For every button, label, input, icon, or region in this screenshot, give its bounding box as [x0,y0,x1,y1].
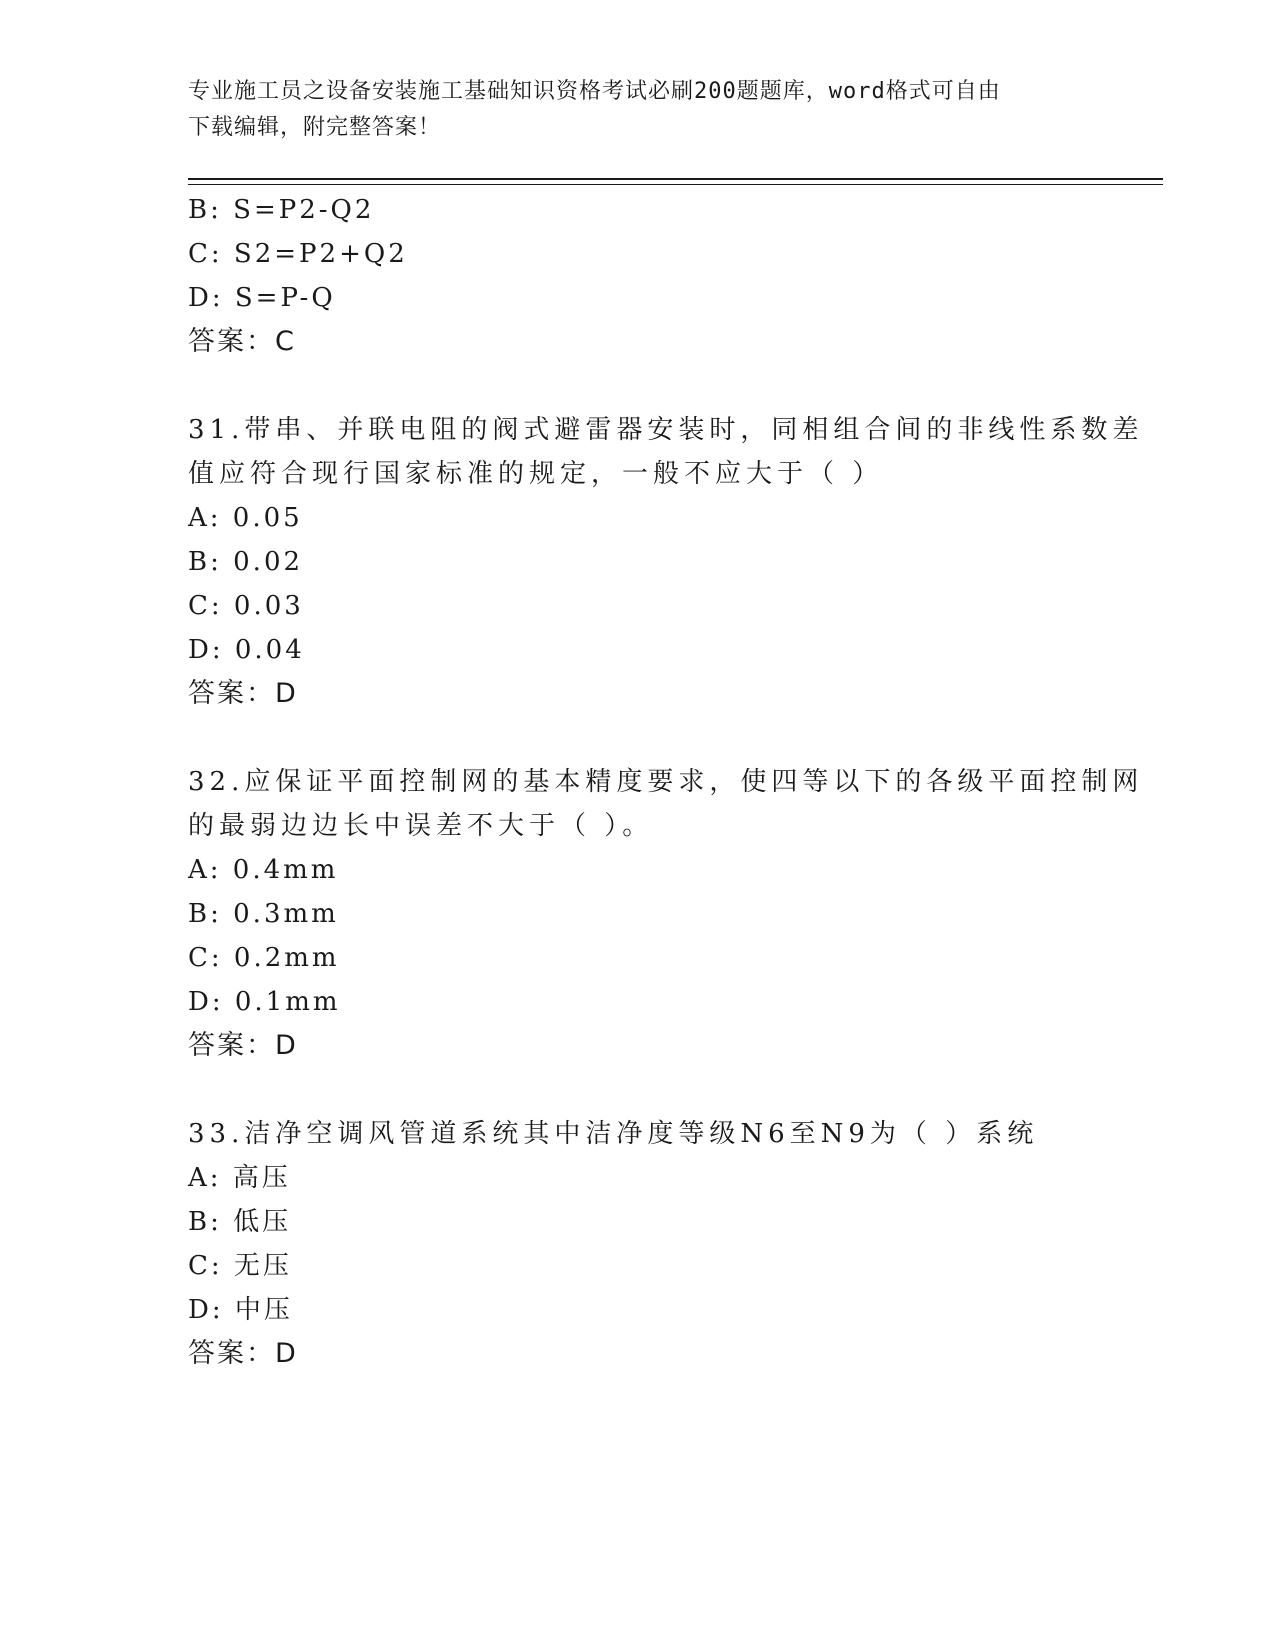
option-b: B: S=P2-Q2 [188,195,375,225]
question-33-option-d: D: 中压 [188,1295,293,1325]
question-32-option-d: D: 0.1mm [188,987,341,1017]
question-32-option-c: C: 0.2mm [188,943,340,973]
header-line-2: 下载编辑，附完整答案！ [188,115,442,140]
option-c: C: S2=P2+Q2 [188,239,408,269]
question-32-answer: 答案：D [188,1030,298,1061]
question-31-stem-line-1: 31.带串、并联电阻的阀式避雷器安装时，同相组合间的非线性系数差 [188,415,1144,445]
answer: 答案：C [188,326,296,357]
question-31-stem-line-2: 值应符合现行国家标准的规定，一般不应大于（ ） [188,459,884,489]
question-33-option-b: B: 低压 [188,1207,292,1237]
question-31-answer: 答案：D [188,678,298,709]
question-32-option-a: A: 0.4mm [188,855,339,885]
header-divider-thin [188,184,1163,185]
option-d: D: S=P-Q [188,283,336,313]
question-31-option-a: A: 0.05 [188,503,303,533]
question-33-option-a: A: 高压 [188,1163,291,1193]
header-divider [188,178,1163,180]
question-33-answer: 答案：D [188,1338,298,1369]
question-33-option-c: C: 无压 [188,1251,292,1281]
question-32-option-b: B: 0.3mm [188,899,339,929]
question-31-option-c: C: 0.03 [188,591,304,621]
question-31-option-b: B: 0.02 [188,547,304,577]
question-32-stem-line-2: 的最弱边边长中误差不大于（ ）。 [188,811,654,841]
question-31-option-d: D: 0.04 [188,635,305,665]
document-header [188,74,1088,146]
header-line-1: 专业施工员之设备安装施工基础知识资格考试必刷200题题库，word格式可自由 [188,79,1001,104]
question-32-stem-line-1: 32.应保证平面控制网的基本精度要求，使四等以下的各级平面控制网 [188,767,1144,797]
question-33-stem-line-1: 33.洁净空调风管道系统其中洁净度等级N6至N9为（ ）系统 [188,1119,1039,1149]
